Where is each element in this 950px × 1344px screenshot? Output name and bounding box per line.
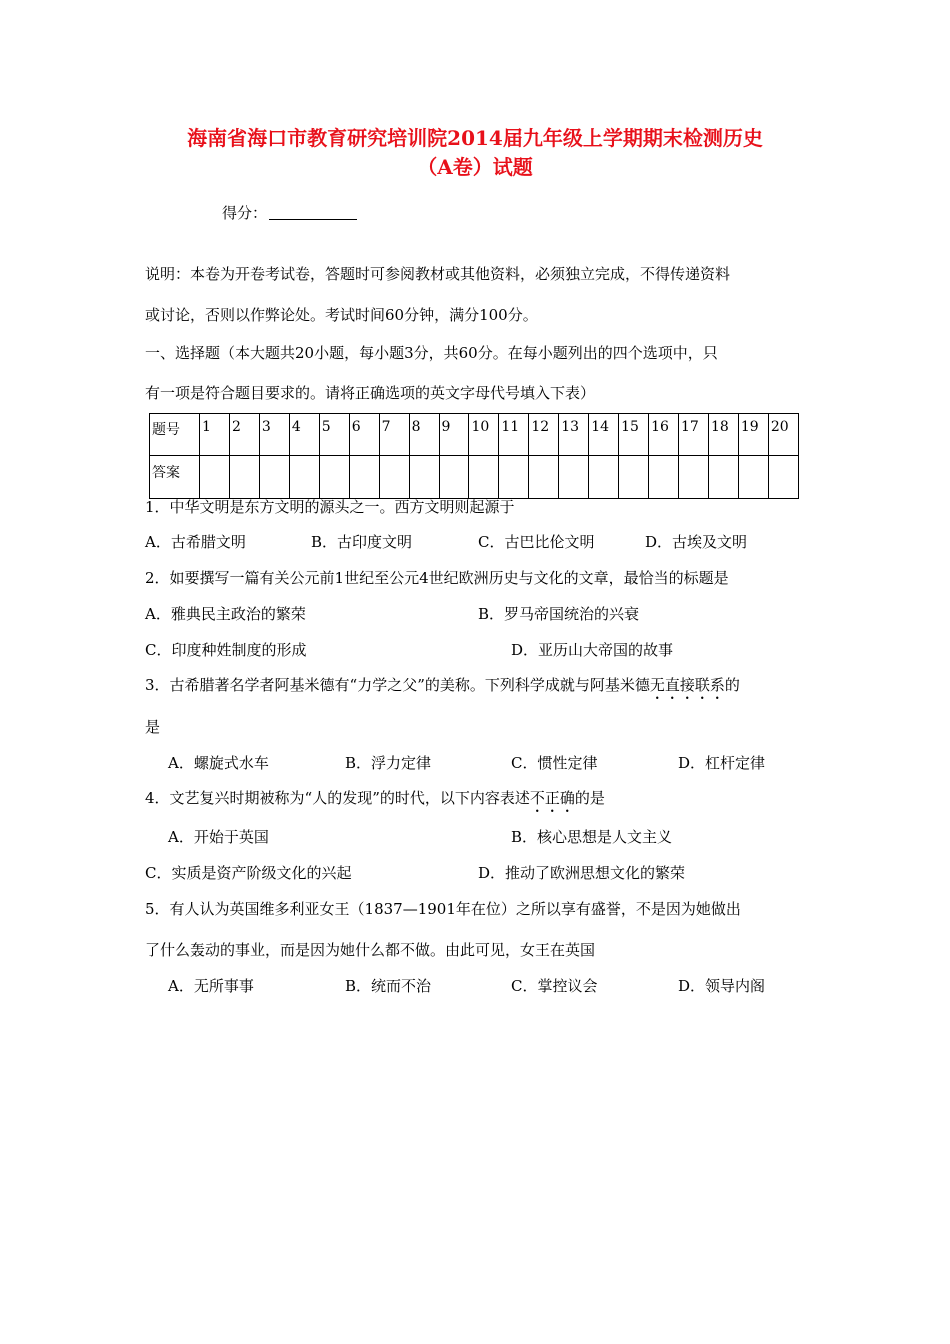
instructions-line2: 或讨论，否则以作弊论处。考试时间60分钟，满分100分。 xyxy=(145,306,538,324)
answer-table-header-answer: 答案 xyxy=(150,456,200,499)
answer-table-number-cell: 7 xyxy=(379,414,409,456)
answer-table-number-cell: 10 xyxy=(469,414,499,456)
exam-title-line2: （A卷）试题 xyxy=(417,155,533,179)
answer-table-answer-cell[interactable] xyxy=(319,456,349,499)
question-3-option-c[interactable]: C．惯性定律 xyxy=(511,754,598,772)
answer-table-number-cell: 2 xyxy=(229,414,259,456)
answer-table-answer-cell[interactable] xyxy=(200,456,230,499)
score-label: 得分： xyxy=(222,204,268,222)
question-3-stem-line2: 是 xyxy=(145,718,161,736)
answer-table xyxy=(149,413,799,499)
question-5-option-c[interactable]: C．掌控议会 xyxy=(511,977,598,995)
answer-table-answer-cell[interactable] xyxy=(768,456,798,499)
answer-table-answer-cell[interactable] xyxy=(679,456,709,499)
answer-table-number-cell: 12 xyxy=(529,414,559,456)
answer-table-answer-cell[interactable] xyxy=(589,456,619,499)
question-3-stem xyxy=(145,674,740,703)
question-4-stem-post: 的是 xyxy=(574,789,605,807)
question-1-stem: 1．中华文明是东方文明的源头之一。西方文明则起源于 xyxy=(145,498,515,516)
question-1-option-d[interactable]: D．古埃及文明 xyxy=(645,533,748,551)
answer-table-answer-cell[interactable] xyxy=(349,456,379,499)
question-2-option-a[interactable]: A．雅典民主政治的繁荣 xyxy=(145,605,306,623)
answer-table-answer-cell[interactable] xyxy=(619,456,649,499)
question-1-option-b[interactable]: B．古印度文明 xyxy=(311,533,413,551)
answer-table-answer-cell[interactable] xyxy=(409,456,439,499)
answer-table-answer-cell[interactable] xyxy=(469,456,499,499)
section1-line2: 有一项是符合题目要求的。请将正确选项的英文字母代号填入下表） xyxy=(145,384,596,402)
score-field xyxy=(222,202,357,223)
question-3-option-b[interactable]: B．浮力定律 xyxy=(345,754,432,772)
answer-table-number-cell: 13 xyxy=(559,414,589,456)
question-5-stem-line2: 了什么轰动的事业，而是因为她什么都不做。由此可见，女王在英国 xyxy=(145,941,596,959)
question-4-option-a[interactable]: A．开始于英国 xyxy=(168,828,269,846)
question-2-stem: 2．如要撰写一篇有关公元前1世纪至公元4世纪欧洲历史与文化的文章，最恰当的标题是 xyxy=(145,569,729,587)
section1-line1: 一、选择题（本大题共20小题，每小题3分，共60分。在每小题列出的四个选项中，只 xyxy=(145,344,718,362)
answer-table-answer-cell[interactable] xyxy=(289,456,319,499)
score-blank[interactable] xyxy=(269,204,357,220)
question-5-option-b[interactable]: B．统而不治 xyxy=(345,977,432,995)
answer-table-number-cell: 3 xyxy=(259,414,289,456)
question-4-emphasis: 不正确 xyxy=(529,789,575,807)
answer-table-answer-cell[interactable] xyxy=(708,456,738,499)
answer-table-number-cell: 18 xyxy=(708,414,738,456)
answer-table-number-cell: 5 xyxy=(319,414,349,456)
question-3-stem-pre: 3．古希腊著名学者阿基米德有“力学之父”的美称。下列科学成就与阿基米德 xyxy=(145,676,650,694)
exam-title-line1: 海南省海口市教育研究培训院2014届九年级上学期期末检测历史 xyxy=(187,126,763,150)
answer-table-number-cell: 20 xyxy=(768,414,798,456)
question-3-stem-post: 的 xyxy=(724,676,740,694)
answer-table-number-cell: 6 xyxy=(349,414,379,456)
answer-table-answer-cell[interactable] xyxy=(738,456,768,499)
answer-table-answer-cell[interactable] xyxy=(379,456,409,499)
question-5-stem-line1: 5．有人认为英国维多利亚女王（1837—1901年在位）之所以享有盛誉，不是因为她做出 xyxy=(145,900,741,918)
answer-table-number-cell: 8 xyxy=(409,414,439,456)
answer-table-number-cell: 19 xyxy=(738,414,768,456)
question-4-stem xyxy=(145,787,605,816)
question-2-option-b[interactable]: B．罗马帝国统治的兴衰 xyxy=(478,605,640,623)
answer-table-number-cell: 14 xyxy=(589,414,619,456)
answer-table-answer-cell[interactable] xyxy=(559,456,589,499)
answer-table-number-cell: 11 xyxy=(499,414,529,456)
answer-table-answer-cell[interactable] xyxy=(259,456,289,499)
answer-table-answer-cell[interactable] xyxy=(649,456,679,499)
question-4-option-d[interactable]: D．推动了欧洲思想文化的繁荣 xyxy=(478,864,686,882)
answer-table-number-cell: 1 xyxy=(200,414,230,456)
answer-table-answer-cell[interactable] xyxy=(529,456,559,499)
question-3-option-d[interactable]: D．杠杆定律 xyxy=(678,754,766,772)
question-3-emphasis: 无直接联系 xyxy=(649,676,725,694)
answer-table-number-row xyxy=(150,414,799,456)
question-4-stem-pre: 4．文艺复兴时期被称为“人的发现”的时代，以下内容表述 xyxy=(145,789,530,807)
answer-table-number-cell: 9 xyxy=(439,414,469,456)
answer-table-number-cell: 17 xyxy=(679,414,709,456)
question-4-option-b[interactable]: B．核心思想是人文主义 xyxy=(511,828,673,846)
answer-table-answer-cell[interactable] xyxy=(439,456,469,499)
answer-table-answer-cell[interactable] xyxy=(499,456,529,499)
answer-table-number-cell: 4 xyxy=(289,414,319,456)
answer-table-answer-row xyxy=(150,456,799,499)
question-4-option-c[interactable]: C．实质是资产阶级文化的兴起 xyxy=(145,864,352,882)
question-5-option-d[interactable]: D．领导内阁 xyxy=(678,977,766,995)
question-2-option-c[interactable]: C．印度种姓制度的形成 xyxy=(145,641,307,659)
question-1-option-a[interactable]: A．古希腊文明 xyxy=(145,533,246,551)
question-1-option-c[interactable]: C．古巴比伦文明 xyxy=(478,533,595,551)
question-3-option-a[interactable]: A．螺旋式水车 xyxy=(168,754,269,772)
answer-table-answer-cell[interactable] xyxy=(229,456,259,499)
question-2-option-d[interactable]: D．亚历山大帝国的故事 xyxy=(511,641,674,659)
answer-table-header-number: 题号 xyxy=(150,414,200,456)
answer-table-number-cell: 16 xyxy=(649,414,679,456)
answer-table-number-cell: 15 xyxy=(619,414,649,456)
instructions-line1: 说明：本卷为开卷考试卷，答题时可参阅教材或其他资料，必须独立完成，不得传递资料 xyxy=(145,265,731,283)
question-5-option-a[interactable]: A．无所事事 xyxy=(168,977,254,995)
